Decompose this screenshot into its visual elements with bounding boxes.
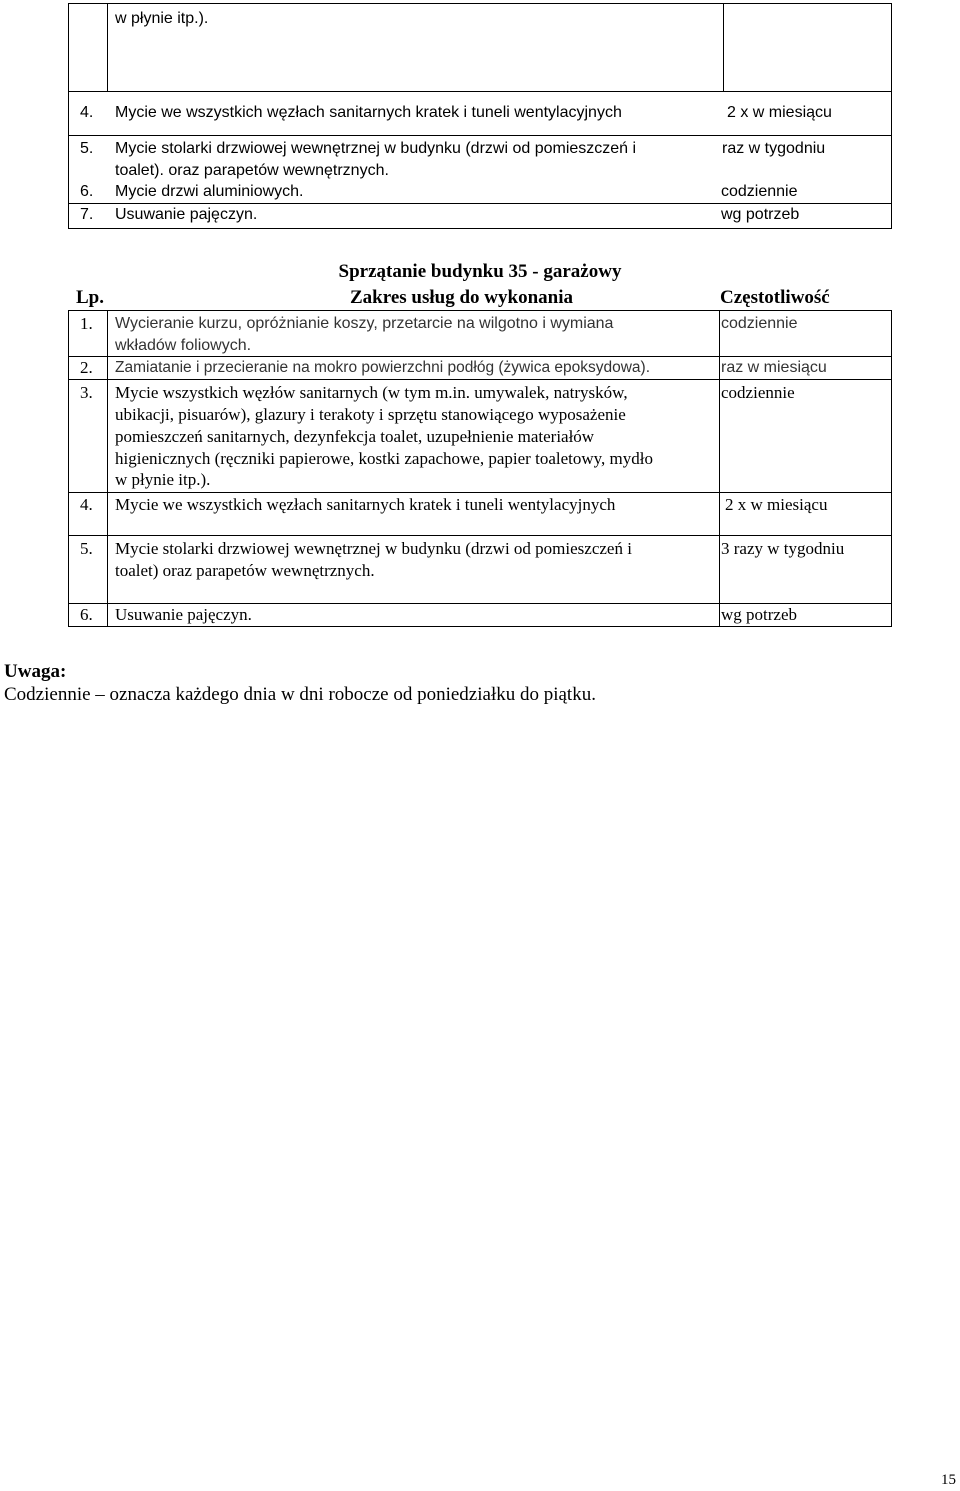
table-row xyxy=(69,136,891,182)
row-freq: raz w miesiącu xyxy=(721,359,827,376)
row-desc: Mycie drzwi aluminiowych. xyxy=(115,183,304,200)
header-frequency: Częstotliwość xyxy=(720,287,830,308)
note-text: Codziennie – oznacza każdego dnia w dni robocze od poniedziałku do piątku. xyxy=(4,684,596,705)
section-title: Sprzątanie budynku 35 - garażowy xyxy=(338,261,622,282)
row-desc-line1: Wycieranie kurzu, opróżnianie koszy, przetarcie na wilgotno i wymiana xyxy=(115,315,614,332)
row-num: 2. xyxy=(80,358,93,377)
row-desc-line: Mycie wszystkich węzłów sanitarnych (w tym m.in. umywalek, natrysków, xyxy=(115,383,628,402)
row-num: 1. xyxy=(80,314,93,333)
row-num: 4. xyxy=(80,104,94,121)
table-row xyxy=(69,492,891,536)
row-desc-line1: Mycie stolarki drzwiowej wewnętrznej w budynku (drzwi od pomieszczeń i xyxy=(115,140,637,157)
row-desc-line: higienicznych (ręczniki papierowe, kostki zapachowe, papier toaletowy, mydło xyxy=(115,449,653,468)
row-freq: 2 x w miesiącu xyxy=(725,495,828,514)
header-lp: Lp. xyxy=(76,287,104,308)
row-num: 4. xyxy=(80,495,93,514)
row-num: 6. xyxy=(80,605,93,624)
row-desc-line: pomieszczeń sanitarnych, dezynfekcja toalet, uzupełnienie materiałów xyxy=(115,427,595,446)
table-row xyxy=(69,182,891,204)
table-row xyxy=(69,380,891,492)
row-desc: Usuwanie pajęczyn. xyxy=(115,605,252,624)
row-desc: Usuwanie pajęczyn. xyxy=(115,206,258,223)
table-row xyxy=(69,536,891,603)
row-desc: Mycie we wszystkich węzłach sanitarnych kratek i tuneli wentylacyjnych xyxy=(115,104,622,121)
row-desc-line2: toalet) oraz parapetów wewnętrznych. xyxy=(115,561,375,580)
row-desc-line2: wkładów foliowych. xyxy=(115,337,252,354)
table-row xyxy=(69,92,891,136)
row-desc-line: w płynie itp.). xyxy=(115,470,211,489)
row-desc-line1: Mycie stolarki drzwiowej wewnętrznej w budynku (drzwi od pomieszczeń i xyxy=(115,539,632,558)
row-num: 5. xyxy=(80,140,94,157)
row-num: 5. xyxy=(80,539,93,558)
main-table xyxy=(68,310,892,627)
row-freq: raz w tygodniu xyxy=(722,140,826,157)
row-desc-line2: toalet). oraz parapetów wewnętrznych. xyxy=(115,162,389,179)
row-num: 3. xyxy=(80,383,93,402)
row-desc-line: ubikacji, pisuarów), glazury i terakoty i sprzętu stanowiącego wyposażenie xyxy=(115,405,626,424)
row-num: 6. xyxy=(80,183,94,200)
row-desc: w płynie itp.). xyxy=(115,10,209,27)
table-row xyxy=(69,603,891,626)
top-table xyxy=(68,3,892,229)
row-freq: 2 x w miesiącu xyxy=(727,104,832,121)
note-label: Uwaga: xyxy=(4,661,67,682)
row-desc: Mycie we wszystkich węzłach sanitarnych kratek i tuneli wentylacyjnych xyxy=(115,495,616,514)
table-row xyxy=(69,311,891,357)
row-freq: codziennie xyxy=(721,183,798,200)
row-desc: Zamiatanie i przecieranie na mokro powierzchni podłóg (żywica epoksydowa). xyxy=(115,359,650,376)
row-num: 7. xyxy=(80,206,94,223)
row-freq: wg potrzeb xyxy=(721,206,800,223)
row-freq: 3 razy w tygodniu xyxy=(721,539,845,558)
table-row xyxy=(69,4,891,92)
row-freq: codziennie xyxy=(721,383,795,402)
table-row xyxy=(69,204,891,228)
row-freq: wg potrzeb xyxy=(721,605,798,624)
row-freq: codziennie xyxy=(721,315,798,332)
table-row xyxy=(69,357,891,380)
header-scope: Zakres usług do wykonania xyxy=(350,287,573,308)
page-number: 15 xyxy=(941,1472,956,1488)
